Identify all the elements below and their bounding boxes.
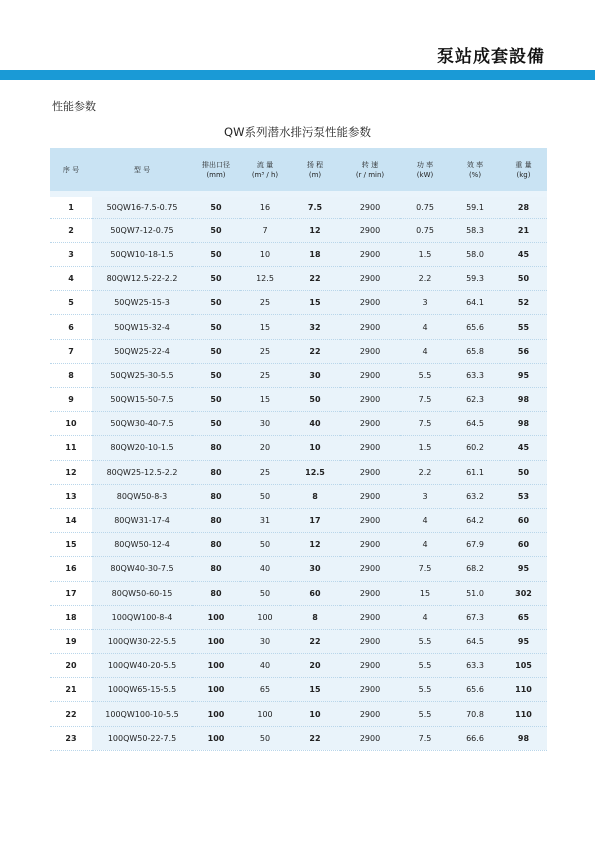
table-cell-flow: 100 [240, 702, 290, 726]
table-cell-head: 17 [290, 508, 340, 532]
table-cell-flow: 10 [240, 242, 290, 266]
table-cell-speed: 2900 [340, 194, 400, 218]
table-cell-power: 7.5 [400, 388, 450, 412]
table-cell-flow: 20 [240, 436, 290, 460]
table-cell-outlet-diameter: 80 [192, 460, 240, 484]
table-cell-head: 12.5 [290, 460, 340, 484]
table-cell-index: 1 [50, 194, 92, 218]
table-cell-weight: 95 [500, 557, 547, 581]
table-row [50, 194, 547, 218]
table-cell-weight: 98 [500, 726, 547, 750]
table-cell-head: 12 [290, 218, 340, 242]
table-cell-outlet-diameter: 50 [192, 218, 240, 242]
table-cell-efficiency: 64.2 [450, 508, 500, 532]
table-cell-power: 0.75 [400, 218, 450, 242]
table-cell-outlet-diameter: 100 [192, 702, 240, 726]
table-cell-efficiency: 70.8 [450, 702, 500, 726]
table-cell-model: 50QW10-18-1.5 [92, 242, 192, 266]
table-header-col-outlet-diameter [192, 148, 240, 194]
table-cell-flow: 65 [240, 678, 290, 702]
table-cell-flow: 40 [240, 557, 290, 581]
table-cell-power: 15 [400, 581, 450, 605]
table-cell-power: 5.5 [400, 363, 450, 387]
table-cell-index: 5 [50, 291, 92, 315]
table-cell-index: 12 [50, 460, 92, 484]
table-row [50, 702, 547, 726]
table-cell-index: 19 [50, 629, 92, 653]
table-header-col-index [50, 148, 92, 194]
table-cell-weight: 60 [500, 508, 547, 532]
table-cell-outlet-diameter: 100 [192, 678, 240, 702]
table-cell-power: 4 [400, 605, 450, 629]
table-cell-index: 15 [50, 533, 92, 557]
table-cell-head: 22 [290, 339, 340, 363]
table-cell-index: 9 [50, 388, 92, 412]
header-unit: (r / min) [355, 170, 385, 179]
table-row [50, 363, 547, 387]
table-cell-flow: 25 [240, 291, 290, 315]
table-cell-speed: 2900 [340, 363, 400, 387]
table-cell-efficiency: 62.3 [450, 388, 500, 412]
table-cell-outlet-diameter: 80 [192, 533, 240, 557]
table-cell-efficiency: 65.8 [450, 339, 500, 363]
table-cell-head: 8 [290, 484, 340, 508]
table-cell-speed: 2900 [340, 605, 400, 629]
table-cell-head: 22 [290, 726, 340, 750]
table-cell-head: 15 [290, 678, 340, 702]
table-cell-weight: 110 [500, 678, 547, 702]
table-cell-model: 80QW31-17-4 [92, 508, 192, 532]
table-cell-outlet-diameter: 100 [192, 629, 240, 653]
table-cell-model: 50QW15-50-7.5 [92, 388, 192, 412]
table-cell-efficiency: 59.1 [450, 194, 500, 218]
table-cell-power: 1.5 [400, 436, 450, 460]
table-cell-head: 22 [290, 629, 340, 653]
header-unit: (m) [308, 170, 322, 179]
page-title: 泵站成套設備 [437, 47, 545, 67]
table-cell-flow: 15 [240, 315, 290, 339]
table-cell-model: 50QW7-12-0.75 [92, 218, 192, 242]
table-cell-weight: 98 [500, 412, 547, 436]
table-cell-speed: 2900 [340, 629, 400, 653]
table-cell-speed: 2900 [340, 388, 400, 412]
table-cell-speed: 2900 [340, 533, 400, 557]
table-cell-power: 2.2 [400, 267, 450, 291]
table-cell-weight: 53 [500, 484, 547, 508]
table-cell-index: 3 [50, 242, 92, 266]
table-cell-efficiency: 58.3 [450, 218, 500, 242]
table-cell-speed: 2900 [340, 315, 400, 339]
table-cell-model: 80QW50-12-4 [92, 533, 192, 557]
table-cell-flow: 31 [240, 508, 290, 532]
table-cell-outlet-diameter: 50 [192, 388, 240, 412]
table-cell-model: 50QW30-40-7.5 [92, 412, 192, 436]
header-unit: (kg) [516, 170, 531, 179]
table-row [50, 605, 547, 629]
table-cell-index: 16 [50, 557, 92, 581]
table-cell-model: 80QW20-10-1.5 [92, 436, 192, 460]
table-cell-index: 10 [50, 412, 92, 436]
table-body [50, 194, 547, 750]
table-cell-speed: 2900 [340, 436, 400, 460]
table-row [50, 508, 547, 532]
table-cell-model: 80QW50-60-15 [92, 581, 192, 605]
table-cell-index: 11 [50, 436, 92, 460]
table-cell-flow: 25 [240, 339, 290, 363]
table-cell-flow: 40 [240, 654, 290, 678]
table-cell-weight: 50 [500, 267, 547, 291]
table-cell-index: 6 [50, 315, 92, 339]
table-row [50, 218, 547, 242]
table-cell-index: 7 [50, 339, 92, 363]
table-cell-speed: 2900 [340, 460, 400, 484]
table-cell-index: 14 [50, 508, 92, 532]
header-label: 流 量 [256, 160, 274, 169]
table-row [50, 388, 547, 412]
table-cell-outlet-diameter: 50 [192, 363, 240, 387]
header-label: 型 号 [133, 165, 151, 174]
table-cell-model: 50QW16-7.5-0.75 [92, 194, 192, 218]
table-cell-speed: 2900 [340, 242, 400, 266]
table-cell-efficiency: 63.3 [450, 363, 500, 387]
table-cell-flow: 50 [240, 726, 290, 750]
table-cell-speed: 2900 [340, 508, 400, 532]
table-cell-efficiency: 63.2 [450, 484, 500, 508]
table-cell-head: 30 [290, 363, 340, 387]
table-row [50, 678, 547, 702]
table-cell-outlet-diameter: 50 [192, 315, 240, 339]
table-cell-speed: 2900 [340, 581, 400, 605]
table-cell-model: 100QW65-15-5.5 [92, 678, 192, 702]
table-cell-model: 100QW100-8-4 [92, 605, 192, 629]
table-row [50, 339, 547, 363]
table-header-row [50, 148, 547, 194]
table-cell-efficiency: 61.1 [450, 460, 500, 484]
table-row [50, 557, 547, 581]
table-cell-model: 80QW40-30-7.5 [92, 557, 192, 581]
table-cell-flow: 30 [240, 629, 290, 653]
table-header-col-weight [500, 148, 547, 194]
table-cell-power: 3 [400, 291, 450, 315]
table-cell-weight: 21 [500, 218, 547, 242]
table-cell-power: 4 [400, 315, 450, 339]
table-cell-outlet-diameter: 80 [192, 557, 240, 581]
header-label: 扬 程 [306, 160, 324, 169]
table-cell-model: 50QW15-32-4 [92, 315, 192, 339]
table-cell-flow: 25 [240, 460, 290, 484]
performance-table [50, 148, 547, 751]
table-cell-power: 7.5 [400, 557, 450, 581]
table-row [50, 242, 547, 266]
table-cell-power: 4 [400, 508, 450, 532]
table-cell-head: 22 [290, 267, 340, 291]
table-row [50, 460, 547, 484]
table-cell-efficiency: 64.1 [450, 291, 500, 315]
table-cell-outlet-diameter: 50 [192, 267, 240, 291]
table-header-col-speed [340, 148, 400, 194]
table-cell-index: 23 [50, 726, 92, 750]
table-cell-speed: 2900 [340, 654, 400, 678]
table-cell-speed: 2900 [340, 267, 400, 291]
table-cell-flow: 15 [240, 388, 290, 412]
table-cell-weight: 55 [500, 315, 547, 339]
table-cell-outlet-diameter: 80 [192, 508, 240, 532]
table-cell-outlet-diameter: 50 [192, 194, 240, 218]
table-cell-weight: 95 [500, 629, 547, 653]
table-caption: QW系列潜水排污泵性能参数 [224, 125, 371, 139]
table-cell-weight: 50 [500, 460, 547, 484]
table-cell-model: 100QW100-10-5.5 [92, 702, 192, 726]
table-cell-speed: 2900 [340, 291, 400, 315]
table-cell-weight: 98 [500, 388, 547, 412]
table-cell-head: 8 [290, 605, 340, 629]
table-cell-flow: 12.5 [240, 267, 290, 291]
table-cell-efficiency: 64.5 [450, 629, 500, 653]
table-cell-head: 12 [290, 533, 340, 557]
table-header-col-power [400, 148, 450, 194]
table-cell-model: 50QW25-22-4 [92, 339, 192, 363]
table-cell-outlet-diameter: 100 [192, 605, 240, 629]
table-row [50, 315, 547, 339]
table-header-col-model [92, 148, 192, 194]
header-label: 排出口径 [202, 160, 230, 169]
table-cell-head: 10 [290, 702, 340, 726]
table-cell-weight: 110 [500, 702, 547, 726]
table-cell-weight: 95 [500, 363, 547, 387]
table-cell-head: 20 [290, 654, 340, 678]
table-cell-weight: 45 [500, 436, 547, 460]
table-cell-outlet-diameter: 80 [192, 436, 240, 460]
table-cell-model: 100QW50-22-7.5 [92, 726, 192, 750]
table-cell-head: 30 [290, 557, 340, 581]
table-cell-power: 5.5 [400, 702, 450, 726]
table-header-col-head [290, 148, 340, 194]
table-cell-efficiency: 60.2 [450, 436, 500, 460]
table-cell-head: 60 [290, 581, 340, 605]
table-cell-efficiency: 67.9 [450, 533, 500, 557]
table-cell-head: 10 [290, 436, 340, 460]
header-accent-bar [0, 70, 595, 80]
table-cell-power: 5.5 [400, 678, 450, 702]
table-cell-flow: 7 [240, 218, 290, 242]
table-cell-speed: 2900 [340, 412, 400, 436]
table-cell-speed: 2900 [340, 726, 400, 750]
table-cell-power: 2.2 [400, 460, 450, 484]
table-cell-model: 80QW12.5-22-2.2 [92, 267, 192, 291]
table-cell-power: 5.5 [400, 629, 450, 653]
table-cell-efficiency: 65.6 [450, 315, 500, 339]
section-title: 性能参数 [52, 100, 96, 113]
table-cell-efficiency: 65.6 [450, 678, 500, 702]
table-cell-efficiency: 58.0 [450, 242, 500, 266]
table-cell-power: 0.75 [400, 194, 450, 218]
table-cell-index: 8 [50, 363, 92, 387]
header-label: 转 速 [361, 160, 379, 169]
table-cell-flow: 50 [240, 484, 290, 508]
table-cell-speed: 2900 [340, 557, 400, 581]
table-cell-speed: 2900 [340, 484, 400, 508]
table-cell-model: 50QW25-15-3 [92, 291, 192, 315]
table-row [50, 436, 547, 460]
table-row [50, 726, 547, 750]
table-cell-head: 32 [290, 315, 340, 339]
header-label: 重 量 [515, 160, 532, 169]
table-cell-efficiency: 67.3 [450, 605, 500, 629]
table-row [50, 291, 547, 315]
table-row [50, 581, 547, 605]
table-cell-power: 7.5 [400, 412, 450, 436]
table-cell-efficiency: 64.5 [450, 412, 500, 436]
table-cell-index: 21 [50, 678, 92, 702]
table-cell-index: 18 [50, 605, 92, 629]
table-cell-index: 22 [50, 702, 92, 726]
table-cell-outlet-diameter: 80 [192, 484, 240, 508]
table-row [50, 267, 547, 291]
table-cell-model: 100QW30-22-5.5 [92, 629, 192, 653]
table-cell-index: 13 [50, 484, 92, 508]
header-label: 效 率 [466, 160, 484, 169]
table-cell-head: 50 [290, 388, 340, 412]
header-label: 功 率 [416, 160, 434, 169]
table-cell-head: 40 [290, 412, 340, 436]
table-cell-weight: 28 [500, 194, 547, 218]
table-cell-model: 50QW25-30-5.5 [92, 363, 192, 387]
table-cell-speed: 2900 [340, 218, 400, 242]
table-cell-weight: 105 [500, 654, 547, 678]
table-cell-efficiency: 66.6 [450, 726, 500, 750]
table-cell-efficiency: 68.2 [450, 557, 500, 581]
table-cell-speed: 2900 [340, 678, 400, 702]
table-cell-index: 17 [50, 581, 92, 605]
table-cell-flow: 50 [240, 581, 290, 605]
table-cell-power: 5.5 [400, 654, 450, 678]
table-cell-weight: 52 [500, 291, 547, 315]
table-cell-outlet-diameter: 50 [192, 291, 240, 315]
table-cell-weight: 302 [500, 581, 547, 605]
table-row [50, 412, 547, 436]
table-cell-flow: 100 [240, 605, 290, 629]
table-cell-index: 20 [50, 654, 92, 678]
table-cell-flow: 16 [240, 194, 290, 218]
table-cell-index: 2 [50, 218, 92, 242]
table-cell-index: 4 [50, 267, 92, 291]
table-cell-weight: 45 [500, 242, 547, 266]
table-row [50, 533, 547, 557]
header-unit: (kW) [416, 170, 434, 179]
table-cell-power: 4 [400, 533, 450, 557]
table-cell-head: 15 [290, 291, 340, 315]
table-cell-power: 1.5 [400, 242, 450, 266]
table-cell-outlet-diameter: 80 [192, 581, 240, 605]
table-cell-outlet-diameter: 50 [192, 242, 240, 266]
table-cell-outlet-diameter: 50 [192, 412, 240, 436]
table-cell-model: 80QW50-8-3 [92, 484, 192, 508]
table-header-col-flow [240, 148, 290, 194]
table-row [50, 484, 547, 508]
table-cell-weight: 65 [500, 605, 547, 629]
table-cell-outlet-diameter: 100 [192, 654, 240, 678]
table-cell-flow: 30 [240, 412, 290, 436]
table-row [50, 629, 547, 653]
table-cell-head: 18 [290, 242, 340, 266]
table-cell-flow: 50 [240, 533, 290, 557]
table-cell-weight: 60 [500, 533, 547, 557]
table-cell-head: 7.5 [290, 194, 340, 218]
table-cell-outlet-diameter: 100 [192, 726, 240, 750]
header-unit: (m³ / h) [251, 170, 279, 179]
header-unit: (%) [468, 170, 482, 179]
table-cell-outlet-diameter: 50 [192, 339, 240, 363]
table-cell-power: 3 [400, 484, 450, 508]
table-cell-power: 4 [400, 339, 450, 363]
table-row [50, 654, 547, 678]
table-cell-power: 7.5 [400, 726, 450, 750]
table-cell-weight: 56 [500, 339, 547, 363]
table-cell-model: 80QW25-12.5-2.2 [92, 460, 192, 484]
table-cell-efficiency: 59.3 [450, 267, 500, 291]
table-cell-model: 100QW40-20-5.5 [92, 654, 192, 678]
header-label: 序 号 [62, 165, 80, 174]
table-cell-efficiency: 63.3 [450, 654, 500, 678]
table-cell-flow: 25 [240, 363, 290, 387]
table-header-col-efficiency [450, 148, 500, 194]
table-cell-efficiency: 51.0 [450, 581, 500, 605]
header-unit: (mm) [206, 170, 226, 179]
table-cell-speed: 2900 [340, 339, 400, 363]
table-cell-speed: 2900 [340, 702, 400, 726]
